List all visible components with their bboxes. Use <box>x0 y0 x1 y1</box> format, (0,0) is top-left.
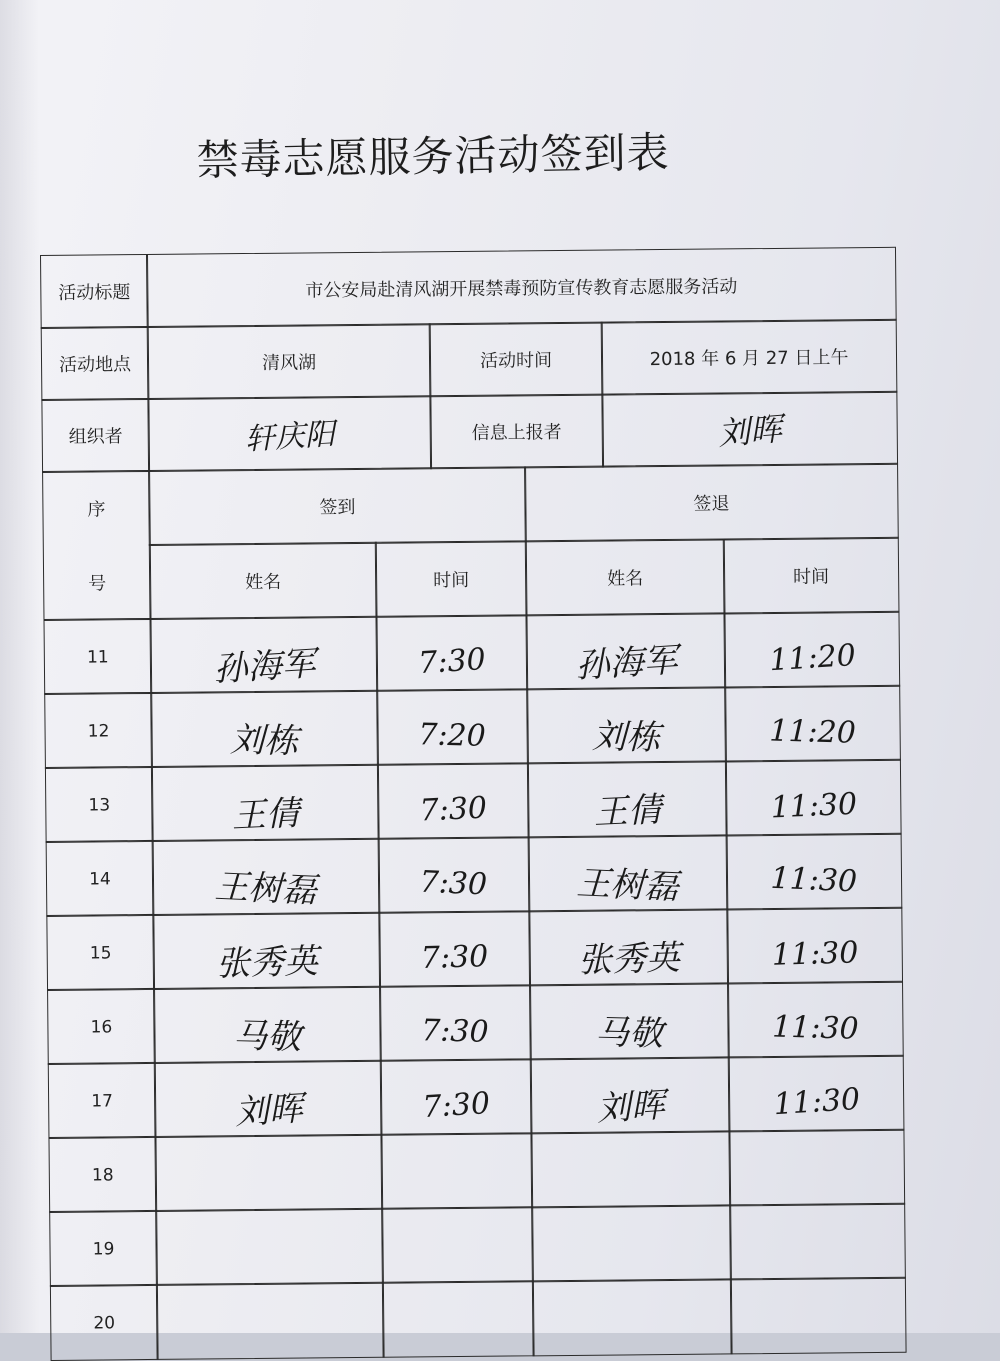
row-number-cell <box>46 840 155 917</box>
row-number: 19 <box>93 1239 115 1259</box>
row-number-cell <box>49 1210 158 1287</box>
sign-out-time: 11:30 <box>772 1081 860 1121</box>
sign-in-time-cell <box>380 1132 533 1209</box>
sign-out-name-cell <box>529 982 730 1060</box>
row-number-cell <box>45 766 154 843</box>
row-number-cell <box>48 1062 157 1139</box>
organizer-signature-cell <box>147 395 432 472</box>
sign-in-name: 马敬 <box>233 1007 302 1058</box>
sign-in-time: 7:30 <box>422 1085 491 1124</box>
label-organizer: 组织者 <box>41 398 150 473</box>
sign-in-name: 张秀英 <box>215 933 318 985</box>
sign-in-name-cell <box>152 912 381 990</box>
sign-in-time: 7:30 <box>421 939 489 976</box>
page-title: 禁毒志愿服务活动签到表 <box>196 120 670 188</box>
row-number-cell <box>50 1284 159 1361</box>
sign-in-name: 王倩 <box>231 785 301 837</box>
sign-out-time: 11:30 <box>772 1009 859 1046</box>
place-value: 清风湖 <box>147 323 432 400</box>
time-value: 2018 年 6 月 27 日上午 <box>601 319 898 396</box>
sign-out-name: 马敬 <box>595 1004 664 1055</box>
seq-header <box>42 470 151 621</box>
sign-in-name-cell <box>150 690 379 768</box>
sign-in-name-cell <box>152 838 381 916</box>
sign-in-name-cell <box>151 764 380 842</box>
sign-out-time-cell <box>730 1277 907 1355</box>
row-number: 20 <box>93 1313 115 1333</box>
sign-in-name: 刘晖 <box>233 1080 304 1133</box>
sign-out-name-cell <box>531 1204 732 1282</box>
reporter-signature-cell <box>601 391 898 468</box>
sign-in-name-cell <box>153 986 382 1064</box>
sign-out-time-cell <box>726 833 903 911</box>
organizer-signature: 轩庆阳 <box>243 409 336 458</box>
sign-out-time-cell <box>725 759 902 837</box>
sign-out-name-header: 姓名 <box>525 538 726 616</box>
row-number: 17 <box>91 1091 113 1111</box>
sign-in-name-cell <box>154 1134 383 1212</box>
sign-out-name-cell <box>528 908 729 986</box>
reporter-signature: 刘晖 <box>716 404 783 455</box>
row-number: 16 <box>90 1017 112 1037</box>
sign-in-time-cell <box>378 836 531 913</box>
sign-out-name-cell <box>525 612 726 690</box>
sign-out-name: 孙海军 <box>574 632 679 687</box>
sign-in-time: 7:30 <box>419 790 488 828</box>
label-reporter: 信息上报者 <box>429 394 604 470</box>
sign-out-name: 张秀英 <box>577 930 680 982</box>
sign-in-time-cell <box>380 1058 533 1135</box>
sign-out-name: 刘晖 <box>595 1077 666 1130</box>
sign-out-name-cell <box>528 834 729 912</box>
sign-out-time: 11:20 <box>768 637 856 677</box>
sign-out-name: 王树磊 <box>576 855 680 908</box>
sign-out-name-cell <box>526 686 727 764</box>
sign-in-time-cell <box>382 1280 535 1357</box>
sign-in-time-cell <box>379 984 532 1061</box>
seq-header-top: 序 <box>87 495 105 521</box>
sign-in-time-header: 时间 <box>375 540 528 617</box>
sign-out-time-cell <box>727 981 904 1059</box>
sign-in-name: 刘栋 <box>230 712 299 763</box>
sign-in-time-cell <box>375 614 528 691</box>
sign-out-time-header: 时间 <box>723 537 900 615</box>
row-number: 15 <box>90 943 112 963</box>
sign-out-name-cell <box>530 1056 731 1134</box>
sign-out-time: 11:30 <box>770 860 858 899</box>
row-number-cell <box>44 692 153 769</box>
label-activity-title: 活动标题 <box>40 254 149 329</box>
sign-in-time: 7:30 <box>419 864 488 902</box>
seq-header-bottom: 号 <box>88 569 106 595</box>
sign-in-name: 王树磊 <box>214 858 318 911</box>
row-number: 12 <box>88 721 110 741</box>
row-number-cell <box>43 618 152 695</box>
sign-in-name: 孙海军 <box>212 635 317 690</box>
row-number: 13 <box>88 795 110 815</box>
sign-out-time-cell <box>728 1055 905 1133</box>
sign-in-name-cell <box>156 1282 385 1360</box>
sign-in-time-cell <box>376 688 529 765</box>
row-number-cell <box>48 1136 157 1213</box>
sign-out-name: 王倩 <box>593 781 663 833</box>
sign-out-time: 11:30 <box>770 786 858 825</box>
row-number: 14 <box>89 869 111 889</box>
sign-in-header: 签到 <box>148 466 527 546</box>
row-number: 11 <box>87 647 109 667</box>
row-number-cell <box>47 988 156 1065</box>
sign-in-name-cell <box>154 1060 383 1138</box>
sign-out-time-cell <box>723 611 900 689</box>
label-activity-time: 活动时间 <box>429 322 604 398</box>
sign-in-name-cell <box>149 616 378 694</box>
sign-in-time-cell <box>381 1206 534 1283</box>
sign-out-time-cell <box>728 1129 905 1207</box>
label-activity-place: 活动地点 <box>41 326 150 401</box>
sign-out-time-cell <box>729 1203 906 1281</box>
row-number: 18 <box>92 1165 114 1185</box>
sign-out-name: 刘栋 <box>592 708 661 759</box>
sign-out-time: 11:20 <box>769 713 856 750</box>
sign-out-time-cell <box>724 685 901 763</box>
sign-in-name-cell <box>155 1208 384 1286</box>
row-number-cell <box>46 914 155 991</box>
sign-out-time: 11:30 <box>771 935 858 972</box>
activity-title-value: 市公安局赴清风湖开展禁毒预防宣传教育志愿服务活动 <box>146 247 897 328</box>
sign-out-time-cell <box>726 907 903 985</box>
sign-in-time: 7:30 <box>421 1013 489 1050</box>
sign-in-name-header: 姓名 <box>149 542 378 620</box>
sign-out-header: 签退 <box>524 463 899 543</box>
sign-out-name-cell <box>532 1278 733 1356</box>
sign-out-name-cell <box>527 760 728 838</box>
sign-in-time-cell <box>378 910 531 987</box>
sign-out-name-cell <box>530 1130 731 1208</box>
sign-in-time: 7:30 <box>418 641 487 680</box>
sign-in-time-cell <box>377 762 530 839</box>
sign-in-time: 7:20 <box>418 717 486 754</box>
